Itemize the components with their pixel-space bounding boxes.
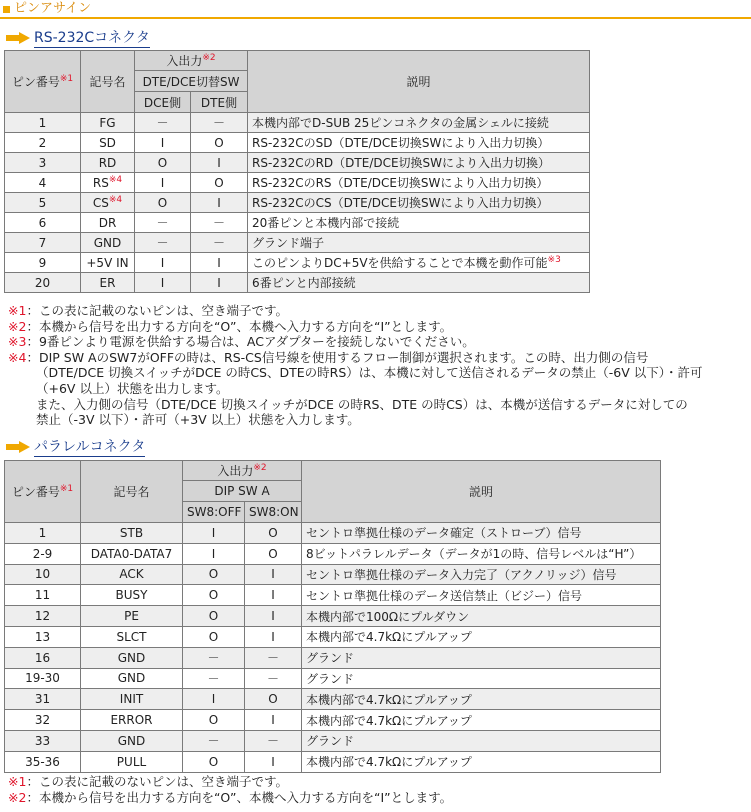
io-a-cell: I [183, 689, 245, 710]
io-b-cell: I [245, 751, 302, 772]
description-text: セントロ準拠仕様のデータ入力完了（アクノリッジ）信号 [306, 567, 617, 582]
symbol-text: ACK [119, 567, 144, 582]
rs232c-pin-table [4, 50, 590, 293]
io-a-cell: I [135, 133, 191, 153]
io-b-cell: － [245, 668, 302, 689]
io-b-cell: － [191, 233, 248, 253]
pin-number-cell: 6 [5, 213, 81, 233]
io-b-cell: O [245, 543, 302, 564]
pin-number-cell: 3 [5, 153, 81, 173]
io-a-cell: O [183, 564, 245, 585]
description-cell [248, 253, 590, 273]
parallel-pin-table [4, 460, 661, 773]
pin-number-cell: 31 [5, 689, 81, 710]
table-row [5, 193, 590, 213]
io-a-cell: I [135, 253, 191, 273]
io-a-cell: － [183, 647, 245, 668]
io-a-cell: I [183, 523, 245, 544]
symbol-cell [81, 273, 135, 293]
note-line [8, 334, 703, 350]
note-mark: ※2 [8, 318, 27, 334]
note-text: ：9番ピンより電源を供給する場合は、ACアダプターを接続しないでください。 [26, 334, 475, 350]
symbol-text: DATA0-DATA7 [90, 546, 173, 561]
io-a-cell: － [135, 233, 191, 253]
note-line [8, 319, 703, 335]
note-text: ：本機から信号を出力する方向を“O”、本機へ入力する方向を“I”とします。 [26, 318, 453, 334]
io-a-cell: O [183, 710, 245, 731]
io-a-cell: I [135, 173, 191, 193]
pin-number-cell: 11 [5, 585, 81, 606]
header-pin-number: ピン番号$^{※1}$ [5, 51, 81, 113]
table-row [5, 113, 590, 133]
symbol-cell [81, 751, 183, 772]
note-text: （DTE/DCE 切換スイッチがDCE の時CS、DTEの時RS）は、本機に対して送信されるデータの禁止（-6V 以下）・許可 [36, 365, 703, 381]
table-row [5, 523, 661, 544]
description-text: 20番ピンと本機内部で接続 [252, 216, 400, 230]
description-text: グランド [306, 671, 355, 686]
symbol-cell [81, 233, 135, 253]
description-text: 本機内部で4.7kΩにプルアップ [306, 755, 472, 770]
table-row [5, 689, 661, 710]
symbol-text: BUSY [115, 588, 148, 603]
io-b-cell: I [245, 585, 302, 606]
symbol-cell [81, 133, 135, 153]
description-text: セントロ準拠仕様のデータ送信禁止（ビジー）信号 [306, 588, 583, 603]
description-cell [302, 710, 661, 731]
description-cell [302, 564, 661, 585]
symbol-cell [81, 668, 183, 689]
description-cell [248, 273, 590, 293]
table-row [5, 626, 661, 647]
io-a-cell: － [183, 730, 245, 751]
symbol-cell [81, 606, 183, 627]
symbol-cell [81, 689, 183, 710]
symbol-cell [81, 193, 135, 213]
io-a-cell: O [183, 751, 245, 772]
table-row [5, 606, 661, 627]
symbol-text: +5V IN [86, 255, 129, 270]
pin-number-cell: 16 [5, 647, 81, 668]
rs232c-title: RS-232Cコネクタ [34, 30, 150, 46]
table-row [5, 233, 590, 253]
symbol-cell [81, 253, 135, 273]
description-text: このピンよりDC+5Vを供給することで本機を動作可能 [252, 256, 548, 270]
description-cell [248, 113, 590, 133]
note-line [8, 412, 703, 428]
description-cell [302, 647, 661, 668]
symbol-text: STB [119, 525, 144, 540]
table-row [5, 668, 661, 689]
description-cell [248, 233, 590, 253]
title-square-icon [3, 6, 10, 13]
note-line [8, 774, 452, 790]
io-a-cell: － [135, 213, 191, 233]
page-title [0, 0, 751, 19]
footnote-mark: ※4 [108, 174, 123, 185]
io-a-cell: O [183, 585, 245, 606]
description-cell [248, 213, 590, 233]
description-text: 本機内部で4.7kΩにプルアップ [306, 630, 472, 645]
table-row [5, 730, 661, 751]
header-dte-side: DTE側 [191, 92, 248, 113]
table-row [5, 647, 661, 668]
symbol-cell [81, 543, 183, 564]
pin-number-cell: 2 [5, 133, 81, 153]
description-cell [302, 543, 661, 564]
note-mark: ※3 [8, 334, 27, 350]
io-a-cell: O [135, 153, 191, 173]
footnote-mark: ※4 [108, 194, 123, 205]
description-cell [248, 153, 590, 173]
io-a-cell: I [183, 543, 245, 564]
note-text: 禁止（-3V 以下）・許可（+3V 以上）状態を入力します。 [36, 412, 360, 428]
header-io: 入出力$^{※2}$ [135, 51, 248, 71]
description-text: RS-232CのRD（DTE/DCE切換SWにより入出力切換） [252, 156, 551, 170]
arrow-right-icon [6, 32, 30, 44]
io-a-cell: O [183, 626, 245, 647]
note-text: （+6V 以上）状態を出力します。 [36, 380, 229, 396]
table-row [5, 564, 661, 585]
io-b-cell: － [245, 647, 302, 668]
header-switch: DIP SW A [183, 481, 302, 502]
symbol-text: FG [99, 115, 116, 130]
note-text: ：本機から信号を出力する方向を“O”、本機へ入力する方向を“I”とします。 [26, 789, 453, 805]
io-a-cell: O [135, 193, 191, 213]
symbol-text: GND [93, 235, 122, 250]
note-mark: ※4 [8, 349, 27, 365]
note-text: ：DIP SW AのSW7がOFFの時は、RS-CS信号線を使用するフロー制御が選択されます。この時、出力側の信号 [26, 349, 649, 365]
header-pin-number: ピン番号$^{※1}$ [5, 461, 81, 523]
symbol-cell [81, 213, 135, 233]
note-text: ：この表に記載のないピンは、空き端子です。 [26, 774, 288, 789]
description-cell [302, 751, 661, 772]
rs232c-notes [8, 303, 703, 428]
description-text: 本機内部で100Ωにプルダウン [306, 609, 470, 624]
description-text: グランド [306, 651, 355, 666]
description-text: グランド [306, 734, 355, 749]
io-b-cell: I [245, 606, 302, 627]
footnote-mark: ※3 [547, 255, 561, 265]
table-row [5, 585, 661, 606]
arrow-right-icon [6, 441, 30, 453]
symbol-cell [81, 730, 183, 751]
io-b-cell: I [245, 710, 302, 731]
note-text: ：この表に記載のないピンは、空き端子です。 [26, 303, 288, 318]
header-symbol: 記号名 [81, 461, 183, 523]
symbol-text: RS [92, 175, 109, 190]
pin-number-cell: 9 [5, 253, 81, 273]
pin-number-cell: 19-30 [5, 668, 81, 689]
table-row [5, 213, 590, 233]
symbol-text: SD [99, 135, 116, 150]
header-io: 入出力$^{※2}$ [183, 461, 302, 481]
io-b-cell: O [191, 173, 248, 193]
symbol-cell [81, 647, 183, 668]
header-description: 説明 [302, 461, 661, 523]
description-text: グランド端子 [252, 236, 325, 250]
table-row [5, 543, 661, 564]
table-row [5, 133, 590, 153]
note-line [8, 350, 703, 366]
pin-number-cell: 10 [5, 564, 81, 585]
symbol-text: ERROR [110, 713, 153, 728]
table-row [5, 751, 661, 772]
symbol-cell [81, 626, 183, 647]
io-b-cell: － [191, 213, 248, 233]
symbol-cell [81, 564, 183, 585]
header-dce-side: DCE側 [135, 92, 191, 113]
description-text: セントロ準拠仕様のデータ確定（ストローブ）信号 [306, 526, 582, 541]
page-title-text: ピンアサイン [14, 1, 92, 16]
pin-number-cell: 33 [5, 730, 81, 751]
description-cell [302, 689, 661, 710]
note-mark: ※1 [8, 303, 27, 318]
symbol-cell [81, 153, 135, 173]
header-switch: DTE/DCE切替SW [135, 71, 248, 92]
io-a-cell: － [135, 113, 191, 133]
parallel-notes [8, 774, 452, 805]
symbol-text: GND [117, 671, 146, 686]
note-line [8, 303, 703, 319]
symbol-text: DR [98, 215, 117, 230]
symbol-cell [81, 173, 135, 193]
note-text: また、入力側の信号（DTE/DCE 切換スイッチがDCE の時RS、DTE の時CS）は、本機が送信するデータに対しての [36, 396, 688, 412]
description-text: 本機内部で4.7kΩにプルアップ [306, 713, 472, 728]
symbol-text: SLCT [116, 629, 147, 644]
table-row [5, 710, 661, 731]
io-b-cell: － [191, 113, 248, 133]
pin-number-cell: 32 [5, 710, 81, 731]
symbol-text: PE [124, 609, 139, 624]
description-text: RS-232CのCS（DTE/DCE切換SWにより入出力切換） [252, 196, 549, 210]
header-symbol: 記号名 [81, 51, 135, 113]
pin-number-cell: 20 [5, 273, 81, 293]
parallel-title: パラレルコネクタ [34, 439, 146, 455]
description-text: 本機内部で4.7kΩにプルアップ [306, 692, 472, 707]
description-text: 8ビットパラレルデータ（データが1の時、信号レベルは“H”） [306, 547, 642, 562]
table-row [5, 273, 590, 293]
pin-number-cell: 7 [5, 233, 81, 253]
io-b-cell: I [191, 253, 248, 273]
note-line [8, 790, 452, 806]
pin-number-cell: 1 [5, 523, 81, 544]
symbol-text: PULL [116, 754, 147, 769]
header-sw8-off: SW8:OFF [183, 502, 245, 523]
io-b-cell: I [191, 273, 248, 293]
description-cell [248, 173, 590, 193]
io-b-cell: I [191, 193, 248, 213]
description-cell [302, 668, 661, 689]
note-line [8, 397, 703, 413]
note-line [8, 365, 703, 381]
pin-number-cell: 5 [5, 193, 81, 213]
description-cell [302, 523, 661, 544]
note-mark: ※2 [8, 789, 27, 805]
table-row [5, 253, 590, 273]
pin-number-cell: 35-36 [5, 751, 81, 772]
io-a-cell: － [183, 668, 245, 689]
io-b-cell: O [245, 689, 302, 710]
io-a-cell: I [135, 273, 191, 293]
io-a-cell: O [183, 606, 245, 627]
table-row [5, 153, 590, 173]
symbol-text: ER [99, 275, 116, 290]
io-b-cell: － [245, 730, 302, 751]
io-b-cell: O [245, 523, 302, 544]
note-line [8, 381, 703, 397]
symbol-cell [81, 523, 183, 544]
description-cell [302, 585, 661, 606]
pin-number-cell: 4 [5, 173, 81, 193]
description-cell [248, 133, 590, 153]
pin-number-cell: 13 [5, 626, 81, 647]
description-text: RS-232CのSD（DTE/DCE切換SWにより入出力切換） [252, 136, 550, 150]
note-mark: ※1 [8, 774, 27, 789]
symbol-text: GND [117, 733, 146, 748]
description-cell [302, 606, 661, 627]
description-cell [302, 730, 661, 751]
symbol-text: GND [117, 650, 146, 665]
pin-number-cell: 2-9 [5, 543, 81, 564]
pin-number-cell: 1 [5, 113, 81, 133]
io-b-cell: I [245, 564, 302, 585]
pin-number-cell: 12 [5, 606, 81, 627]
description-cell [302, 626, 661, 647]
table-row [5, 173, 590, 193]
io-b-cell: I [245, 626, 302, 647]
description-text: 6番ピンと内部接続 [252, 276, 356, 290]
symbol-text: RD [98, 155, 117, 170]
symbol-text: INIT [119, 692, 144, 707]
io-b-cell: I [191, 153, 248, 173]
symbol-text: CS [92, 195, 109, 210]
symbol-cell [81, 710, 183, 731]
symbol-cell [81, 585, 183, 606]
description-text: 本機内部でD-SUB 25ピンコネクタの金属シェルに接続 [252, 116, 549, 130]
io-b-cell: O [191, 133, 248, 153]
description-cell [248, 193, 590, 213]
description-text: RS-232CのRS（DTE/DCE切換SWにより入出力切換） [252, 176, 549, 190]
symbol-cell [81, 113, 135, 133]
header-description: 説明 [248, 51, 590, 113]
header-sw8-on: SW8:ON [245, 502, 302, 523]
